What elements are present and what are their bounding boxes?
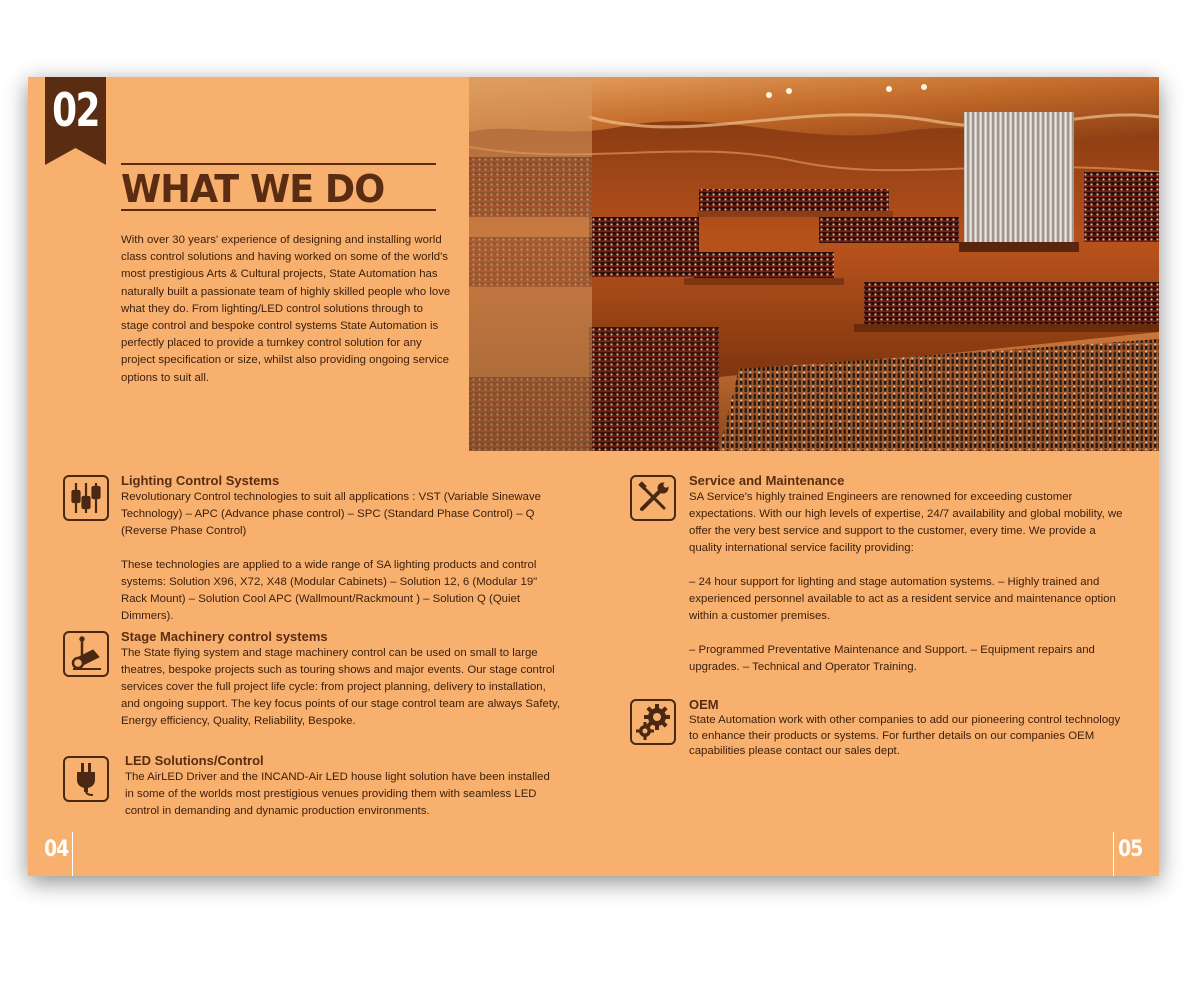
oem-text: State Automation work with other companies to add our pioneering control technology to enhance their products or systems. For further details on our companies OEM capabilities please contact our sales dept. [689, 714, 1121, 757]
service-text-1: SA Service's highly trained Engineers are renowned for exceeding customer expectations. With our high levels of expertise, 24/7 availability and global mobility, we offer the very best service and support to the customer, every time. We provide a quality international service facility providing: [689, 491, 1123, 554]
page-divider-right [1113, 832, 1114, 876]
service-text-2: – 24 hour support for lighting and stage automation systems. – Highly trained and experienced personnel available to act as a resident service and maintenance option within a customer premises. [689, 576, 1116, 622]
section-number: 02 [52, 83, 99, 137]
lighting-text-1: Revolutionary Control technologies to suit all applications : VST (Variable Sinewave Technology) – APC (Advance phase control) – SPC (Standard Phase Control) – Q (Reverse Phase Control) [121, 491, 541, 537]
led-text: The AirLED Driver and the INCAND-Air LED house light solution have been installed in some of the worlds most prestigious venues providing them with seamless LED control in demanding and dynamic production environments. [125, 771, 550, 817]
stage-winch-icon [63, 631, 109, 677]
plug-icon [63, 756, 109, 802]
oem-title: OEM [689, 697, 719, 712]
page-number-right: 05 [1118, 837, 1143, 862]
lighting-title: Lighting Control Systems [121, 473, 280, 488]
led-title: LED Solutions/Control [125, 753, 264, 768]
section-number-ribbon [45, 77, 106, 165]
brochure-spread [28, 77, 1159, 876]
concert-hall-photo [469, 77, 1159, 451]
stage-title: Stage Machinery control systems [121, 629, 328, 644]
service-text-3: – Programmed Preventative Maintenance and Support. – Equipment repairs and upgrades. – Technical and Operator Training. [689, 644, 1095, 673]
sliders-icon [63, 475, 109, 521]
page-divider-left [72, 832, 73, 876]
page-title [121, 163, 436, 211]
intro-paragraph: With over 30 years' experience of designing and installing world class control solutions and having worked on some of the world's most prestigious Arts & Cultural projects, State Automation has naturally built a passionate team of highly skilled people who love what they do. From lighting/LED control solutions through to stage control and bespoke control systems State Automation is perfectly placed to provide a turnkey control solution for any project specification or size, whilst also providing ongoing service options to suit all. [121, 234, 451, 384]
service-title: Service and Maintenance [689, 473, 845, 488]
gears-icon [630, 699, 676, 745]
page-number-left: 04 [44, 837, 69, 862]
lighting-text-2: These technologies are applied to a wide range of SA lighting products and control systems: Solution X96, X72, X48 (Modular Cabinets) – Solution 12, 6 (Modular 19" Rack Mount) – Solution Cool APC (Wallmount/Rackmount ) – Solution Q (Quiet Dimmers). [121, 559, 538, 622]
page-title-text: WHAT WE DO [121, 167, 385, 211]
stage-text: The State flying system and stage machinery control can be used on small to large theatres, bespoke projects such as touring shows and major events. Our stage control services cover the full project life cycle: from project planning, delivery to installation, and ongoing support. The key focus points of our stage control team are always Safety, Energy efficiency, Quality, Reliability, Bespoke. [121, 647, 561, 727]
tools-icon [630, 475, 676, 521]
